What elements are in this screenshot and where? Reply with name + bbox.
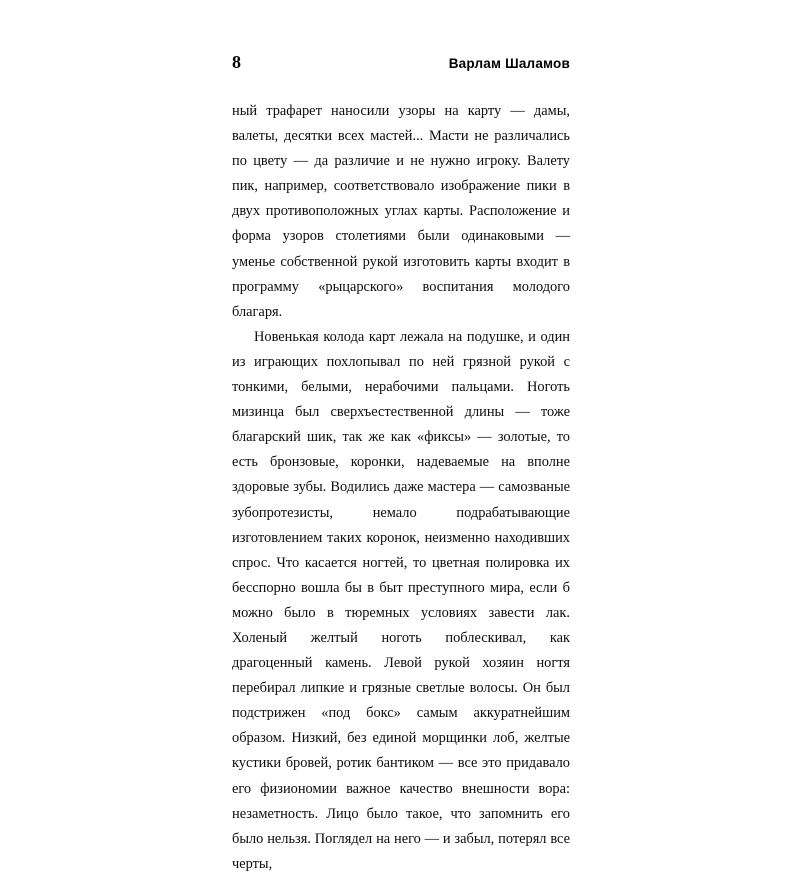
paragraph: Новенькая колода карт лежала на подушке, и один из играющих похлопывал по ней грязной рукой с тонкими, белыми, нерабочими пальцами. Ноготь мизинца был сверхъестественной длины — тоже благарский шик, так же как «фиксы» — золотые, то есть бронзовые, коронки, надеваемые на вполне здоровые зубы. Водились даже мастера — самозваные зубопротезисты, немало подрабатывающие изготовлением таких коронок, неизменно находивших спрос. Что касается ногтей, то цветная полировка их бесспорно вошла бы в быт преступного мира, если б можно было в тюремных условиях завести лак. Холеный желтый ноготь поблескивал, как драгоценный камень. Левой рукой хозяин ногтя перебирал липкие и грязные светлые волосы. Он был подстрижен «под бокс» самым аккуратнейшим образом. Низкий, без единой морщинки лоб, желтые кустики бровей, ротик бантиком — все это придавало его физиономии важное качество внешности вора: незаметность. Лицо было такое, что запомнить его было нельзя. Поглядел на него — и забыл, потерял все черты, <box>232 328 570 872</box>
running-head <box>232 52 570 73</box>
running-head-author: Варлам Шаламов <box>448 56 570 71</box>
body-text <box>232 99 570 877</box>
page-text-block <box>232 52 570 877</box>
page-number: 8 <box>232 52 241 72</box>
paragraph: ный трафарет наносили узоры на карту — дамы, валеты, десятки всех мастей... Масти не различались по цвету — да различие и не нужно игроку. Валету пик, например, соответствовало изображение пики в двух противоположных углах карты. Расположение и форма узоров столетиями были одинаковыми — уменье собственной рукой изготовить карты входит в программу «рыцарского» воспитания молодого благаря. <box>232 103 570 320</box>
